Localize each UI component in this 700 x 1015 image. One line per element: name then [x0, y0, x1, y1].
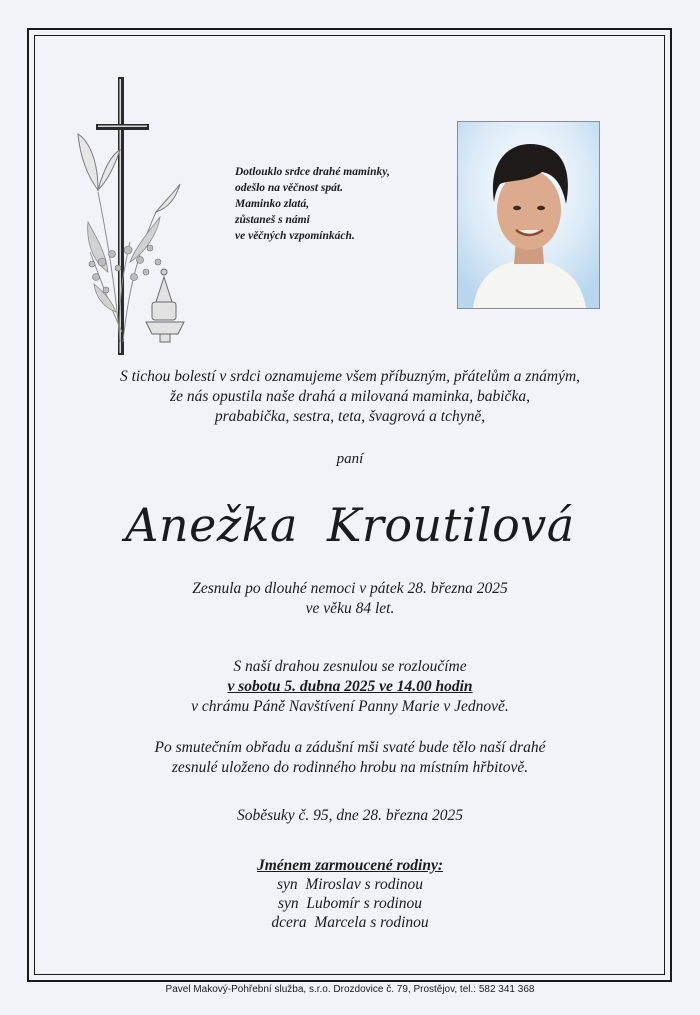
- farewell-date: v sobotu 5. dubna 2025 ve 14.00 hodin: [227, 678, 473, 695]
- funeral-service-footer: Pavel Makový-Pohřební služba, s.r.o. Drozdovice č. 79, Prostějov, tel.: 582 341 368: [165, 984, 535, 995]
- death-line: Zesnula po dlouhé nemoci v pátek 28. března 2025: [192, 580, 508, 597]
- burial-line: zesnulé uloženo do rodinného hrobu na místním hřbitově.: [171, 759, 529, 776]
- family-member: syn Lubomír s rodinou: [277, 895, 423, 912]
- poem-line: Maminko zlatá,: [235, 198, 310, 210]
- cross-with-lilies-icon: [68, 72, 208, 357]
- poem-line: Dotlouklo srdce drahé maminky,: [235, 166, 390, 178]
- death-details: [0, 579, 700, 619]
- death-line: ve věku 84 let.: [305, 600, 395, 617]
- family-member: syn Miroslav s rodinou: [276, 876, 424, 893]
- burial-line: Po smutečním obřadu a zádušní mši svaté bude tělo naší drahé: [154, 739, 546, 756]
- farewell-details: [0, 657, 700, 717]
- burial-details: [0, 738, 700, 778]
- announcement-text: [0, 367, 700, 427]
- poem-line: odešlo na věčnost spát.: [235, 182, 343, 194]
- place-and-date: Soběsuky č. 95, dne 28. března 2025: [237, 807, 463, 824]
- family-heading: Jménem zarmoucené rodiny:: [257, 857, 443, 874]
- poem-line: ve věčných vzpomínkách.: [235, 230, 355, 242]
- family-member: dcera Marcela s rodinou: [271, 914, 429, 931]
- announcement-line: že nás opustila naše drahá a milovaná maminka, babička,: [170, 388, 530, 405]
- salutation: paní: [336, 451, 364, 467]
- farewell-line: S naší drahou zesnulou se rozloučíme: [233, 658, 467, 675]
- farewell-location: v chrámu Páně Navštívení Panny Marie v Jednově.: [191, 698, 509, 715]
- announcement-line: prababička, sestra, teta, švagrová a tchyně,: [214, 408, 486, 425]
- announcement-line: S tichou bolestí v srdci oznamujeme všem příbuzným, přátelům a známým,: [119, 368, 581, 385]
- family-signature: [0, 856, 700, 932]
- poem-line: zůstaneš s námi: [235, 214, 310, 226]
- memorial-poem: [235, 164, 455, 244]
- deceased-name: Anežka Kroutilová: [125, 498, 575, 552]
- portrait-photo: [457, 121, 600, 309]
